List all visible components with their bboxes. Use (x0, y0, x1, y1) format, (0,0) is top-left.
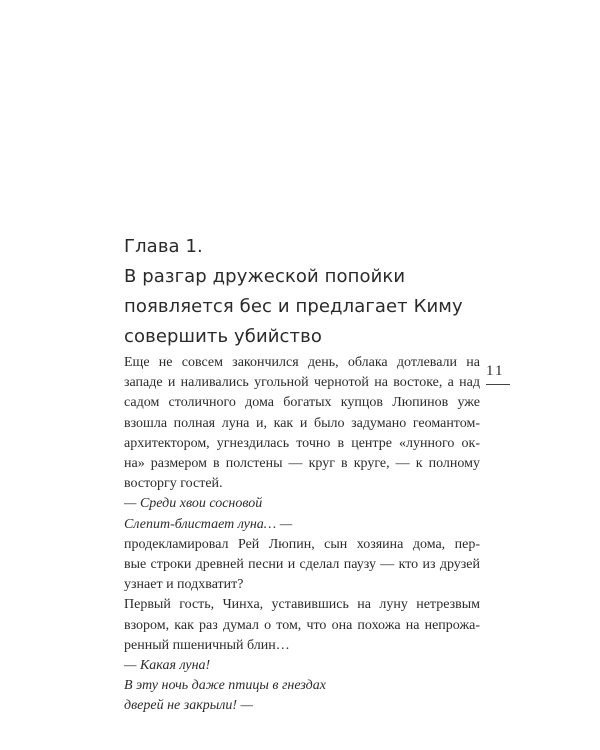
chapter-title-line-1: В разгар дружеской попойки (124, 266, 406, 287)
text-line: на» размером в полстены — круг в круге, — к полному (124, 456, 480, 472)
text-line: взором, как раз думал о том, что она похожа на непрожа- (124, 617, 480, 633)
text-line: восторгу гостей. (124, 476, 223, 492)
text-line: западе и наливались угольной чернотой на востоке, а над (124, 375, 480, 391)
text-line: узнает и подхватит? (124, 577, 244, 593)
body-text (124, 353, 480, 717)
page-number-rule (486, 384, 510, 385)
text-line: ренный пшеничный блин… (124, 637, 290, 653)
chapter-heading (124, 232, 484, 352)
chapter-number: Глава 1. (124, 236, 203, 257)
text-line: продекламировал Рей Люпин, сын хозяина дома, пер- (124, 536, 480, 552)
verse-line: — Какая луна! (124, 658, 211, 674)
text-line: архитектором, угнездилась точно в центре «лунного ок- (124, 435, 480, 451)
verse-line: дверей не закрыли! — (124, 698, 253, 714)
text-line: Первый гость, Чинха, уставившись на луну нетрезвым (124, 597, 480, 613)
verse-line: Слепит-блистает луна… — (124, 516, 293, 532)
verse-line: — Среди хвои сосновой (124, 496, 263, 512)
text-line: Еще не совсем закончился день, облака дотлевали на (124, 355, 480, 370)
text-line: садом столичного дома богатых купцов Люпинов уже (124, 395, 480, 411)
verse-line: В эту ночь даже птицы в гнездах (124, 678, 326, 694)
chapter-title-line-2: появляется бес и предлагает Киму (124, 296, 463, 317)
text-line: вые строки древней песни и сделал паузу — кто из друзей (124, 557, 480, 573)
text-line: взошла полная луна и, как и было задумано геомантом- (124, 415, 480, 431)
page-number: 11 (486, 363, 505, 379)
chapter-title-line-3: совершить убийство (124, 326, 322, 347)
